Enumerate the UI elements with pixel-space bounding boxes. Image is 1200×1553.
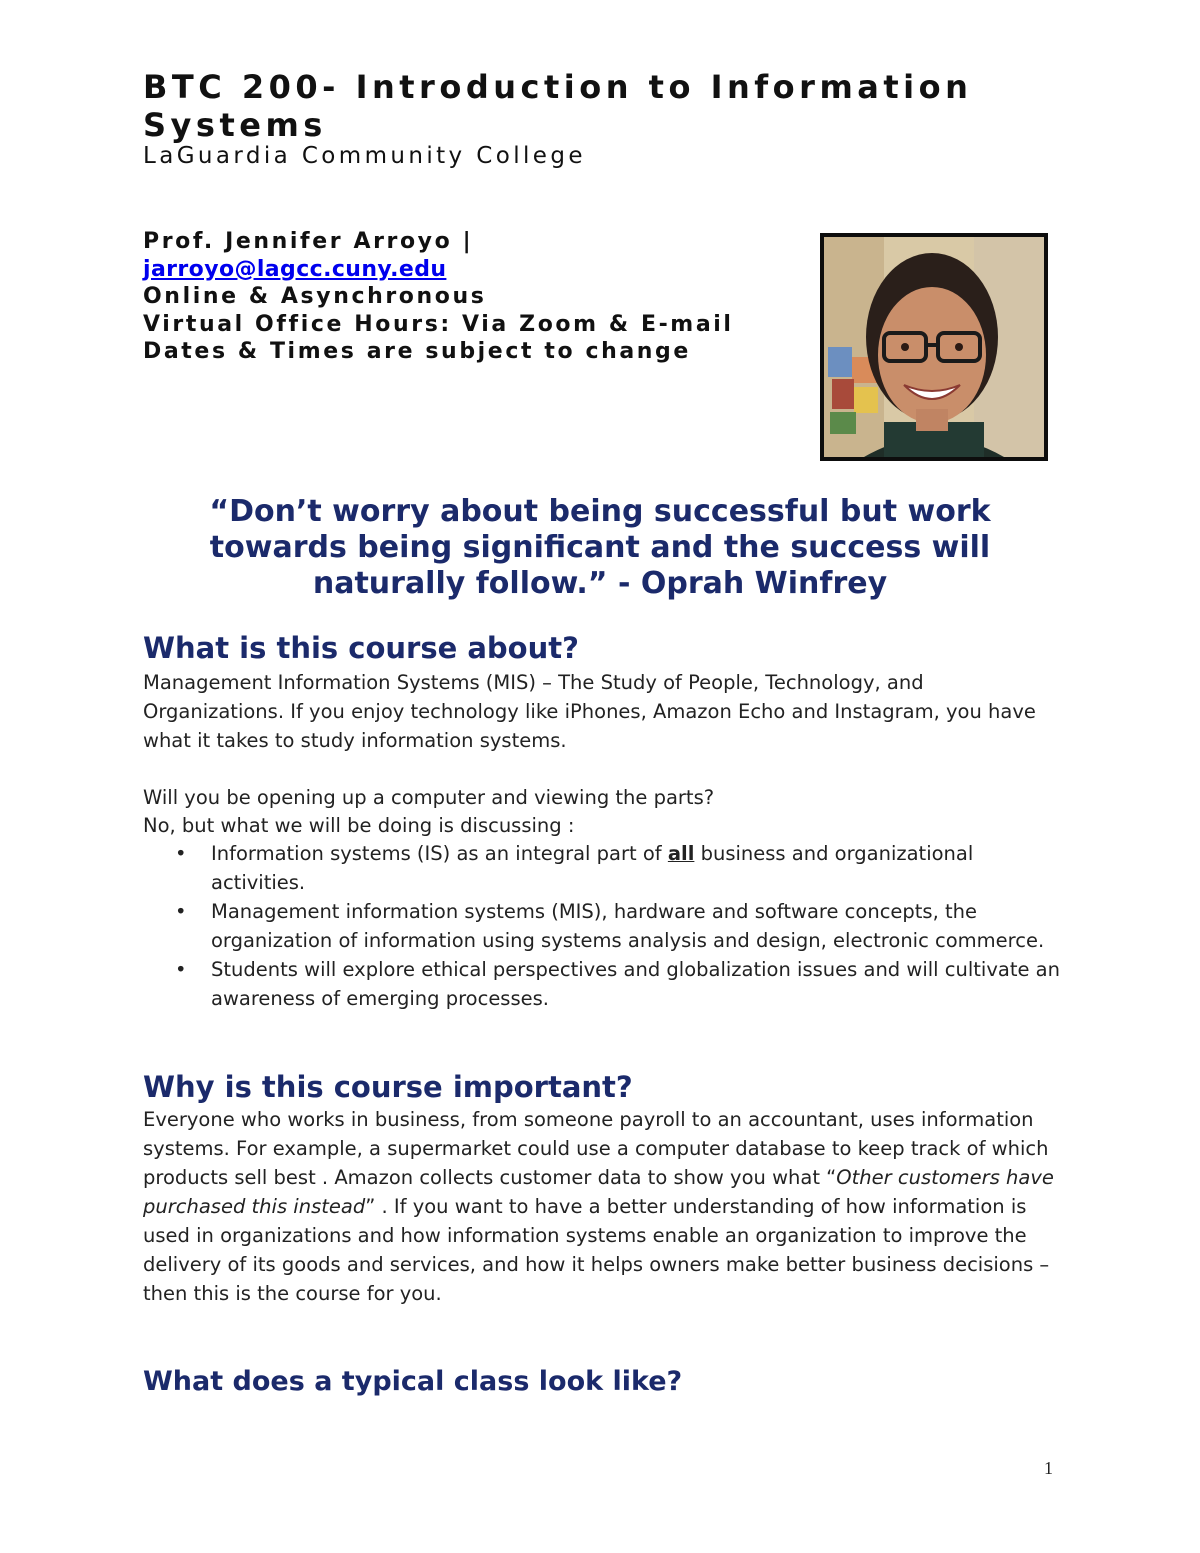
course-important-body <box>143 1105 1063 1308</box>
bullet-2-text: Management information systems (MIS), hardware and software concepts, the organization of information using systems analysis and design, electronic commerce. <box>211 900 1045 952</box>
course-about-answer: No, but what we will be doing is discussing : <box>143 814 575 837</box>
bullet-1-text-after: business and organizational activities. <box>211 842 974 894</box>
bullet-dot: • <box>175 958 187 981</box>
heading-typical-class: What does a typical class look like? <box>143 1366 683 1397</box>
list-item <box>143 955 1063 1013</box>
bullet-1-text-before: Information systems (IS) as an integral part of <box>211 842 668 865</box>
instructor-email-link[interactable]: jarroyo@lagcc.cuny.edu <box>143 256 447 282</box>
course-about-intro: Management Information Systems (MIS) – The Study of People, Technology, and Organizations. If you enjoy technology like iPhones, Amazon Echo and Instagram, you have what it takes to study information systems. <box>143 671 1036 752</box>
instructor-name: Prof. Jennifer Arroyo | <box>143 229 474 254</box>
college-name: LaGuardia Community College <box>143 143 586 169</box>
course-topics-list <box>143 839 1063 1013</box>
page-number: 1 <box>1044 1458 1053 1478</box>
instructor-portrait-image <box>824 237 1044 457</box>
motivational-quote: “Don’t worry about being successful but work towards being significant and the success will naturally follow.” - Oprah Winfrey <box>209 494 991 601</box>
list-item <box>143 897 1063 955</box>
bullet-dot: • <box>175 900 187 923</box>
bullet-1-emphasis: all <box>667 842 695 865</box>
bullet-dot: • <box>175 842 187 865</box>
schedule-note: Dates & Times are subject to change <box>143 339 691 364</box>
heading-course-important: Why is this course important? <box>143 1070 633 1104</box>
heading-course-about: What is this course about? <box>143 631 579 665</box>
bullet-3-text: Students will explore ethical perspectives and globalization issues and will cultivate an awareness of emerging processes. <box>211 958 1060 1010</box>
course-format: Online & Asynchronous <box>143 284 487 309</box>
course-important-text-after: ” . If you want to have a better understanding of how information is used in organizations and how information systems enable an organization to improve the delivery of its goods and services, and how it helps owners make better business decisions – then this is the course for you. <box>143 1195 1050 1305</box>
course-title: BTC 200- Introduction to Information Systems <box>143 68 973 144</box>
course-about-question: Will you be opening up a computer and viewing the parts? <box>143 786 715 809</box>
course-important-text-before: Everyone who works in business, from someone payroll to an accountant, uses information systems. For example, a supermarket could use a computer database to keep track of which products sell best . Amazon collects customer data to show you what “ <box>143 1108 1049 1189</box>
list-item <box>143 839 1063 897</box>
instructor-info <box>143 228 734 366</box>
office-hours: Virtual Office Hours: Via Zoom & E-mail <box>143 311 734 337</box>
instructor-photo <box>820 233 1048 461</box>
course-important-italic-text: Other customers have purchased this instead <box>143 1166 1054 1218</box>
